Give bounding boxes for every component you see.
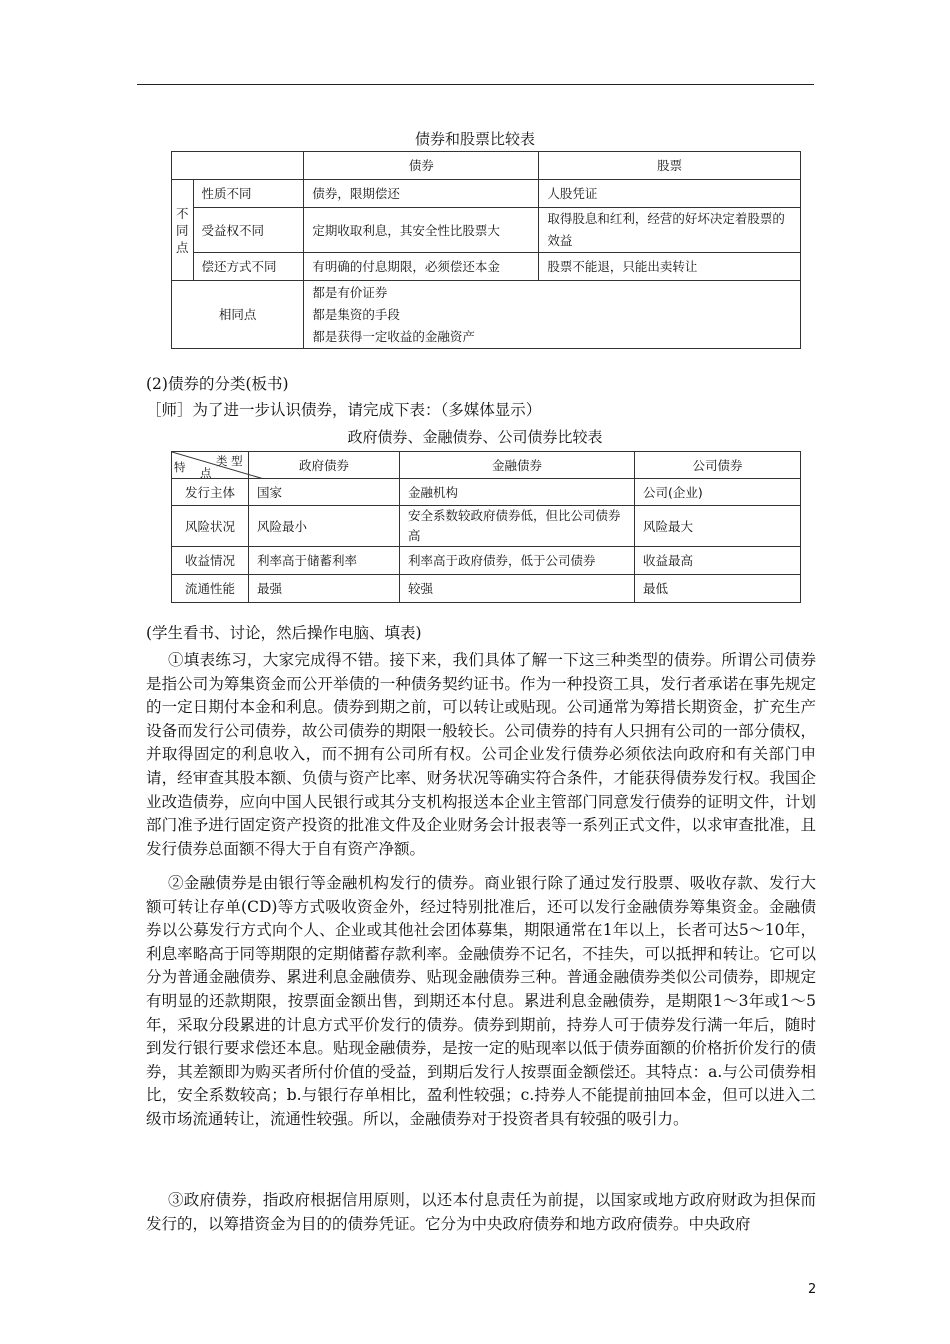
row-label: 风险状况 [172,506,249,547]
section-heading: (2)债券的分类(板书) [146,375,289,393]
gov-cell: 风险最小 [249,506,400,547]
same-item: 都是获得一定收益的金融资产 [312,328,475,344]
header-corp: 公司债券 [635,452,801,479]
table1-header-stock: 股票 [539,152,801,180]
row-label: 流通性能 [172,575,249,603]
paragraph-corporate-bonds: ①填表练习，大家完成得不错。接下来，我们具体了解一下这三种类型的债券。所谓公司债券是指公司为筹集资金而公开举债的一种债务契约证书。作为一种投资工具，发行者承诺在事先规定的一定日期付本金和利息。债券到期之前，可以转让或贴现。公司通常为筹措长期资金，扩充生产设备而发行公司债券，故公司债券的期限一般较长。公司债券的持有人只拥有公司的一部分债权，并取得固定的利息收入，而不拥有公司所有权。公司企业发行债券必须依法向政府和有关部门申请，经审查其股本额、负债与资产比率、财务状况等确实符合条件，才能获得债券发行权。我国企业改造债券，应向中国人民银行或其分支机构报送本企业主管部门同意发行债券的证明文件，计划部门准予进行固定资产投资的批准文件及企业财务会计报表等一系列正式文件，以求审查批准，且发行债券总面额不得大于自有资产净额。 [146,651,816,858]
table2-caption: 政府债券、金融债券、公司债券比较表 [347,428,603,446]
row-label: 受益权不同 [193,208,304,253]
corp-cell: 最低 [635,575,801,603]
fin-cell: 较强 [400,575,635,603]
gov-cell: 最强 [249,575,400,603]
corp-cell: 收益最高 [635,547,801,575]
bond-types-table [171,451,801,603]
same-label: 相同点 [172,281,304,349]
diff-label: 不 同 点 [172,180,194,281]
paragraph-financial-bonds: ②金融债券是由银行等金融机构发行的债券。商业银行除了通过发行股票、吸收存款、发行大额可转让存单(CD)等方式吸收资金外，经过特别批准后，还可以发行金融债券筹集资金。金融债券以公募发行方式向个人、企业或其他社会团体募集，期限通常在1年以上，长者可达5～10年，利息率略高于同等期限的定期储蓄存款利率。金融债券不记名，不挂失，可以抵押和转让。它可以分为普通金融债券、累进利息金融债券、贴现金融债券三种。普通金融债券类似公司债券，即规定有明显的还款期限，按票面金额出售，到期还本付息。累进利息金融债券，是期限1～3年或1～5年，采取分段累进的计息方式平价发行的债券。债券到期前，持券人可于债券发行满一年后，随时到发行银行要求偿还本息。贴现金融债券，是按一定的贴现率以低于债券面额的价格折价发行的债券，其差额即为购买者所付价值的受益，到期后发行人按票面金额偿还。其特点：a.与公司债券相比，安全系数较高；b.与银行存单相比，盈利性较强；c.持券人不能提前抽回本金，但可以进入二级市场流通转让，流通性较强。所以，金融债券对于投资者具有较强的吸引力。 [146,874,816,1128]
header-fin: 金融债券 [400,452,635,479]
stock-cell: 人股凭证 [539,180,801,208]
header-gov: 政府债券 [249,452,400,479]
table1-caption: 债券和股票比较表 [414,130,535,148]
stock-cell: 股票不能退，只能出卖转让 [539,253,801,281]
teacher-line: ［师］为了进一步认识债券，请完成下表：（多媒体显示） [146,401,542,419]
same-item: 都是有价证券 [312,284,388,300]
student-note: (学生看书、讨论，然后操作电脑、填表) [146,624,422,642]
corp-cell: 风险最大 [635,506,801,547]
corner-feature-label: 特 [174,460,186,474]
fin-cell: 安全系数较政府债券低，但比公司债券高 [400,506,635,547]
gov-cell: 国家 [249,479,400,506]
corner-type-label: 类 型 [216,454,243,468]
fin-cell: 金融机构 [400,479,635,506]
corp-cell: 公司(企业) [635,479,801,506]
header-rule [137,84,814,85]
table1-header-bond: 债券 [304,152,539,180]
table2-corner [172,452,249,479]
same-items [304,281,801,349]
bond-cell: 定期收取利息，其安全性比股票大 [304,208,539,253]
bond-cell: 有明确的付息期限，必须偿还本金 [304,253,539,281]
row-label: 性质不同 [193,180,304,208]
stock-cell: 取得股息和红利，经营的好坏决定着股票的效益 [539,208,801,253]
bond-cell: 债券，限期偿还 [304,180,539,208]
row-label: 偿还方式不同 [193,253,304,281]
row-label: 发行主体 [172,479,249,506]
gov-cell: 利率高于储蓄利率 [249,547,400,575]
paragraph-government-bonds: ③政府债券，指政府根据信用原则，以还本付息责任为前提，以国家或地方政府财政为担保而发行的，以筹措资金为目的的债券凭证。它分为中央政府债券和地方政府债券。中央政府 [146,1191,816,1233]
row-label: 收益情况 [172,547,249,575]
bond-stock-table [171,151,801,349]
fin-cell: 利率高于政府债券，低于公司债券 [400,547,635,575]
page-number: 2 [808,1282,817,1297]
table1-corner [172,152,304,180]
corner-point-label: 点 [200,466,212,480]
same-item: 都是集资的手段 [312,306,400,322]
